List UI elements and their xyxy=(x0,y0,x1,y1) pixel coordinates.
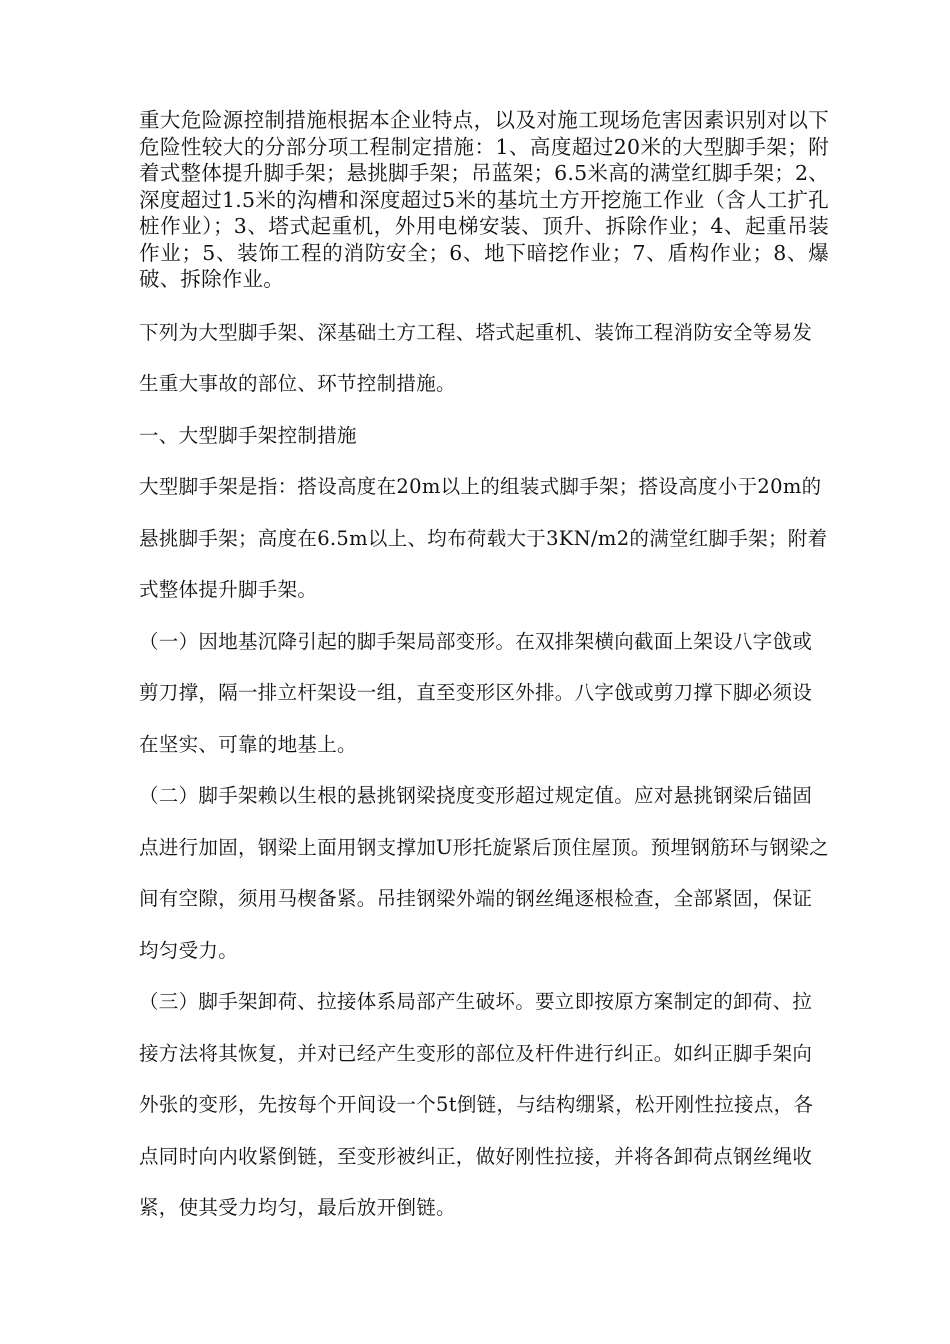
document-page xyxy=(139,107,829,1234)
intro-paragraph: 重大危险源控制措施根据本企业特点，以及对施工现场危害因素识别对以下危险性较大的分部分项工程制定措施：1、高度超过20米的大型脚手架；附着式整体提升脚手架；悬挑脚手架；吊蓝架；6.5米高的满堂红脚手架；2、深度超过1.5米的沟槽和深度超过5米的基坑土方开挖施工作业（含人工扩孔桩作业）；3、塔式起重机，外用电梯安装、顶升、拆除作业；4、起重吊装作业；5、装饰工程的消防安全；6、地下暗挖作业；7、盾构作业；8、爆破、拆除作业。 xyxy=(139,108,829,291)
section-heading: 一、大型脚手架控制措施 xyxy=(139,423,357,447)
measure-item-3: （三）脚手架卸荷、拉接体系局部产生破坏。要立即按原方案制定的卸荷、拉接方法将其恢复，并对已经产生变形的部位及杆件进行纠正。如纠正脚手架向外张的变形，先按每个开间设一个5t倒链，与结构绷紧，松开刚性拉接点，各点同时向内收紧倒链，至变形被纠正，做好刚性拉接，并将各卸荷点钢丝绳收紧，使其受力均匀，最后放开倒链。 xyxy=(139,990,814,1219)
measure-item-1: （一）因地基沉降引起的脚手架局部变形。在双排架横向截面上架设八字戗或剪刀撑，隔一排立杆架设一组，直至变形区外排。八字戗或剪刀撑下脚必须设在坚实、可靠的地基上。 xyxy=(139,629,813,756)
definition-paragraph: 大型脚手架是指：搭设高度在20m以上的组装式脚手架；搭设高度小于20m的悬挑脚手架；高度在6.5m以上、均布荷载大于3KN/m2的满堂红脚手架；附着式整体提升脚手架。 xyxy=(139,475,828,601)
summary-paragraph: 下列为大型脚手架、深基础土方工程、塔式起重机、装饰工程消防安全等易发生重大事故的部位、环节控制措施。 xyxy=(139,320,813,395)
measure-item-2: （二）脚手架赖以生根的悬挑钢梁挠度变形超过规定值。应对悬挑钢梁后锚固点进行加固，钢梁上面用钢支撑加U形托旋紧后顶住屋顶。预埋钢筋环与钢梁之间有空隙，须用马楔备紧。吊挂钢梁外端的钢丝绳逐根检查，全部紧固，保证均匀受力。 xyxy=(139,784,829,962)
